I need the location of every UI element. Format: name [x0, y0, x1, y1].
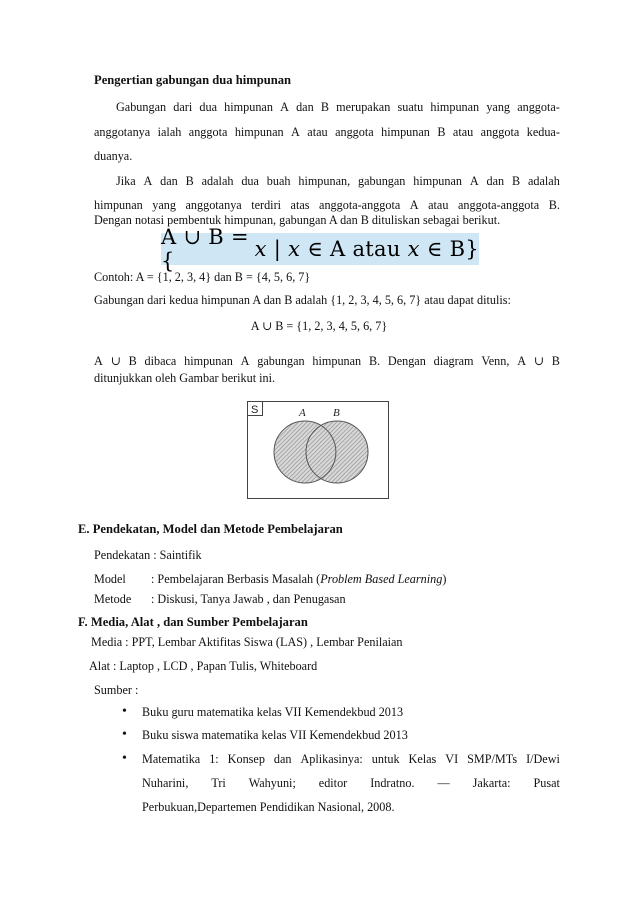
word: A [143, 174, 153, 188]
word: Tri [211, 776, 226, 790]
word: diagram [433, 354, 474, 368]
word: Jika [116, 174, 136, 188]
word: anggotanya [185, 198, 242, 212]
formula-part: | [266, 237, 289, 261]
word: editor [318, 776, 348, 790]
paragraph-line: duanya. [94, 149, 133, 163]
paragraph-line [94, 124, 560, 140]
word: anggota-anggota [457, 198, 540, 212]
paragraph-line [116, 173, 560, 189]
word: A [94, 354, 103, 368]
union-formula [161, 225, 479, 273]
word: himpunan [234, 125, 284, 139]
word: dua [241, 174, 259, 188]
word: B [185, 174, 194, 188]
source-item: Perbukuan,Departemen Pendidikan Nasional, 2008. [142, 800, 395, 814]
set-b-circle [306, 421, 368, 483]
word: atau [452, 125, 474, 139]
model-value-text: : Pembelajaran Berbasis Masalah ( [151, 572, 321, 586]
universe-label: S [251, 404, 259, 416]
union-result: A ∪ B = {1, 2, 3, 4, 5, 6, 7} [250, 319, 388, 333]
source-item: Buku guru matematika kelas VII Kemendekbud 2013 [142, 705, 404, 719]
paragraph-line: Dengan notasi pembentuk himpunan, gabungan A dan B dituliskan sebagai berikut. [94, 213, 501, 227]
bullet-icon: • [122, 751, 127, 766]
word: ∪ [533, 354, 544, 368]
model-value-italic: Problem Based Learning [320, 572, 443, 586]
word: Gabungan [116, 100, 167, 114]
word: yang [486, 100, 511, 114]
word: himpunan [381, 125, 430, 139]
word: B. [368, 354, 381, 368]
word: VI [445, 752, 459, 766]
section-e-title: E. Pendekatan, Model dan Metode Pembelajaran [78, 522, 343, 536]
media-line: Media : PPT, Lembar Aktifitas Siswa (LAS) , Lembar Penilaian [91, 635, 403, 649]
word: untuk [371, 752, 400, 766]
paragraph-line: ditunjukkan oleh Gambar berikut ini. [94, 371, 276, 385]
word: merupakan [336, 100, 391, 114]
word: 1: [209, 752, 219, 766]
word: B [320, 100, 329, 114]
word: gabungan [358, 174, 406, 188]
bullet-icon: • [122, 704, 127, 719]
word: Kelas [408, 752, 437, 766]
word: Wahyuni; [248, 776, 296, 790]
word: SMP/MTs [467, 752, 518, 766]
word: gabungan [257, 354, 305, 368]
word: A [291, 125, 300, 139]
word: himpunan [413, 174, 462, 188]
word: himpunan, [298, 174, 351, 188]
word: adalah [201, 174, 234, 188]
formula-var: x [254, 237, 267, 261]
word: himpunan [430, 100, 480, 114]
example-line: Gabungan dari kedua himpunan A dan B adalah {1, 2, 3, 4, 5, 6, 7} atau dapat ditulis: [94, 293, 511, 307]
paragraph-line [116, 99, 560, 115]
word: himpunan [184, 354, 233, 368]
word: A [517, 354, 526, 368]
word: adalah [528, 174, 560, 188]
word: dua [199, 100, 217, 114]
word: atau [307, 125, 328, 139]
pendekatan-line: Pendekatan : Saintifik [94, 548, 202, 562]
word: B [551, 354, 560, 368]
word: — [437, 776, 450, 790]
word: Matematika [142, 752, 201, 766]
word: terdiri [251, 198, 282, 212]
word: suatu [397, 100, 424, 114]
word: himpunan [312, 354, 362, 368]
formula-part: ∈ B} [419, 237, 479, 261]
bullet-icon: • [122, 727, 127, 742]
word: dibaca [144, 354, 177, 368]
word: Jakarta: [472, 776, 511, 790]
word: A [409, 198, 419, 212]
section-f-title: F. Media, Alat , dan Sumber Pembelajaran [78, 615, 308, 629]
word: Dengan [387, 354, 426, 368]
example-line: Contoh: A = {1, 2, 3, 4} dan B = {4, 5, 6, 7} [94, 270, 311, 284]
formula-part: A ∪ B = { [161, 225, 249, 273]
word: dan [160, 174, 178, 188]
word: dan [296, 100, 314, 114]
alat-label: Alat [89, 659, 110, 673]
word: ∪ [110, 354, 121, 368]
source-item [142, 751, 560, 767]
word: Aplikasinya: [300, 752, 363, 766]
formula-var: x [288, 237, 301, 261]
paragraph-line [94, 197, 560, 213]
metode-label: Metode [94, 592, 132, 606]
word: B [437, 125, 446, 139]
word: B [512, 174, 521, 188]
paragraph-line [94, 353, 560, 369]
word: anggota- [517, 100, 560, 114]
word: atas [290, 198, 310, 212]
word: anggota-anggota [319, 198, 401, 212]
word: anggota [188, 125, 228, 139]
word: Konsep [227, 752, 265, 766]
section-title: Pengertian gabungan dua himpunan [94, 73, 292, 87]
word: himpunan [224, 100, 273, 114]
source-item [142, 775, 560, 791]
set-b-label: B [333, 407, 340, 419]
word: A [280, 100, 289, 114]
word: kedua- [526, 125, 560, 139]
word: himpunan [94, 198, 143, 212]
word: anggotanya [94, 125, 151, 139]
word: A [240, 354, 250, 368]
sumber-label: Sumber : [94, 683, 139, 697]
model-label: Model [94, 572, 126, 586]
formula-part: ∈ A atau [300, 237, 408, 261]
alat-value: : Laptop , LCD , Papan Tulis, Whiteboard [113, 659, 318, 673]
word: buah [266, 174, 291, 188]
word: I/Dewi [526, 752, 560, 766]
word: dan [273, 752, 292, 766]
venn-diagram [247, 401, 389, 499]
word: B [128, 354, 137, 368]
word: Venn, [481, 354, 510, 368]
word: atau [428, 198, 449, 212]
formula-var: x [407, 237, 420, 261]
word: Indratno. [370, 776, 415, 790]
word: yang [152, 198, 176, 212]
source-item: Buku siswa matematika kelas VII Kemendekbud 2013 [142, 728, 408, 742]
word: ialah [157, 125, 182, 139]
word: dan [486, 174, 505, 188]
word: anggota [335, 125, 374, 139]
word: B. [548, 198, 560, 212]
word: Pusat [533, 776, 560, 790]
word: anggota [480, 125, 520, 139]
metode-value: : Diskusi, Tanya Jawab , dan Penugasan [151, 592, 346, 606]
word: dari [173, 100, 193, 114]
word: A [469, 174, 479, 188]
model-value [151, 571, 446, 587]
set-a-label: A [299, 407, 306, 419]
model-value-text: ) [442, 572, 447, 586]
word: Nuharini, [142, 776, 189, 790]
